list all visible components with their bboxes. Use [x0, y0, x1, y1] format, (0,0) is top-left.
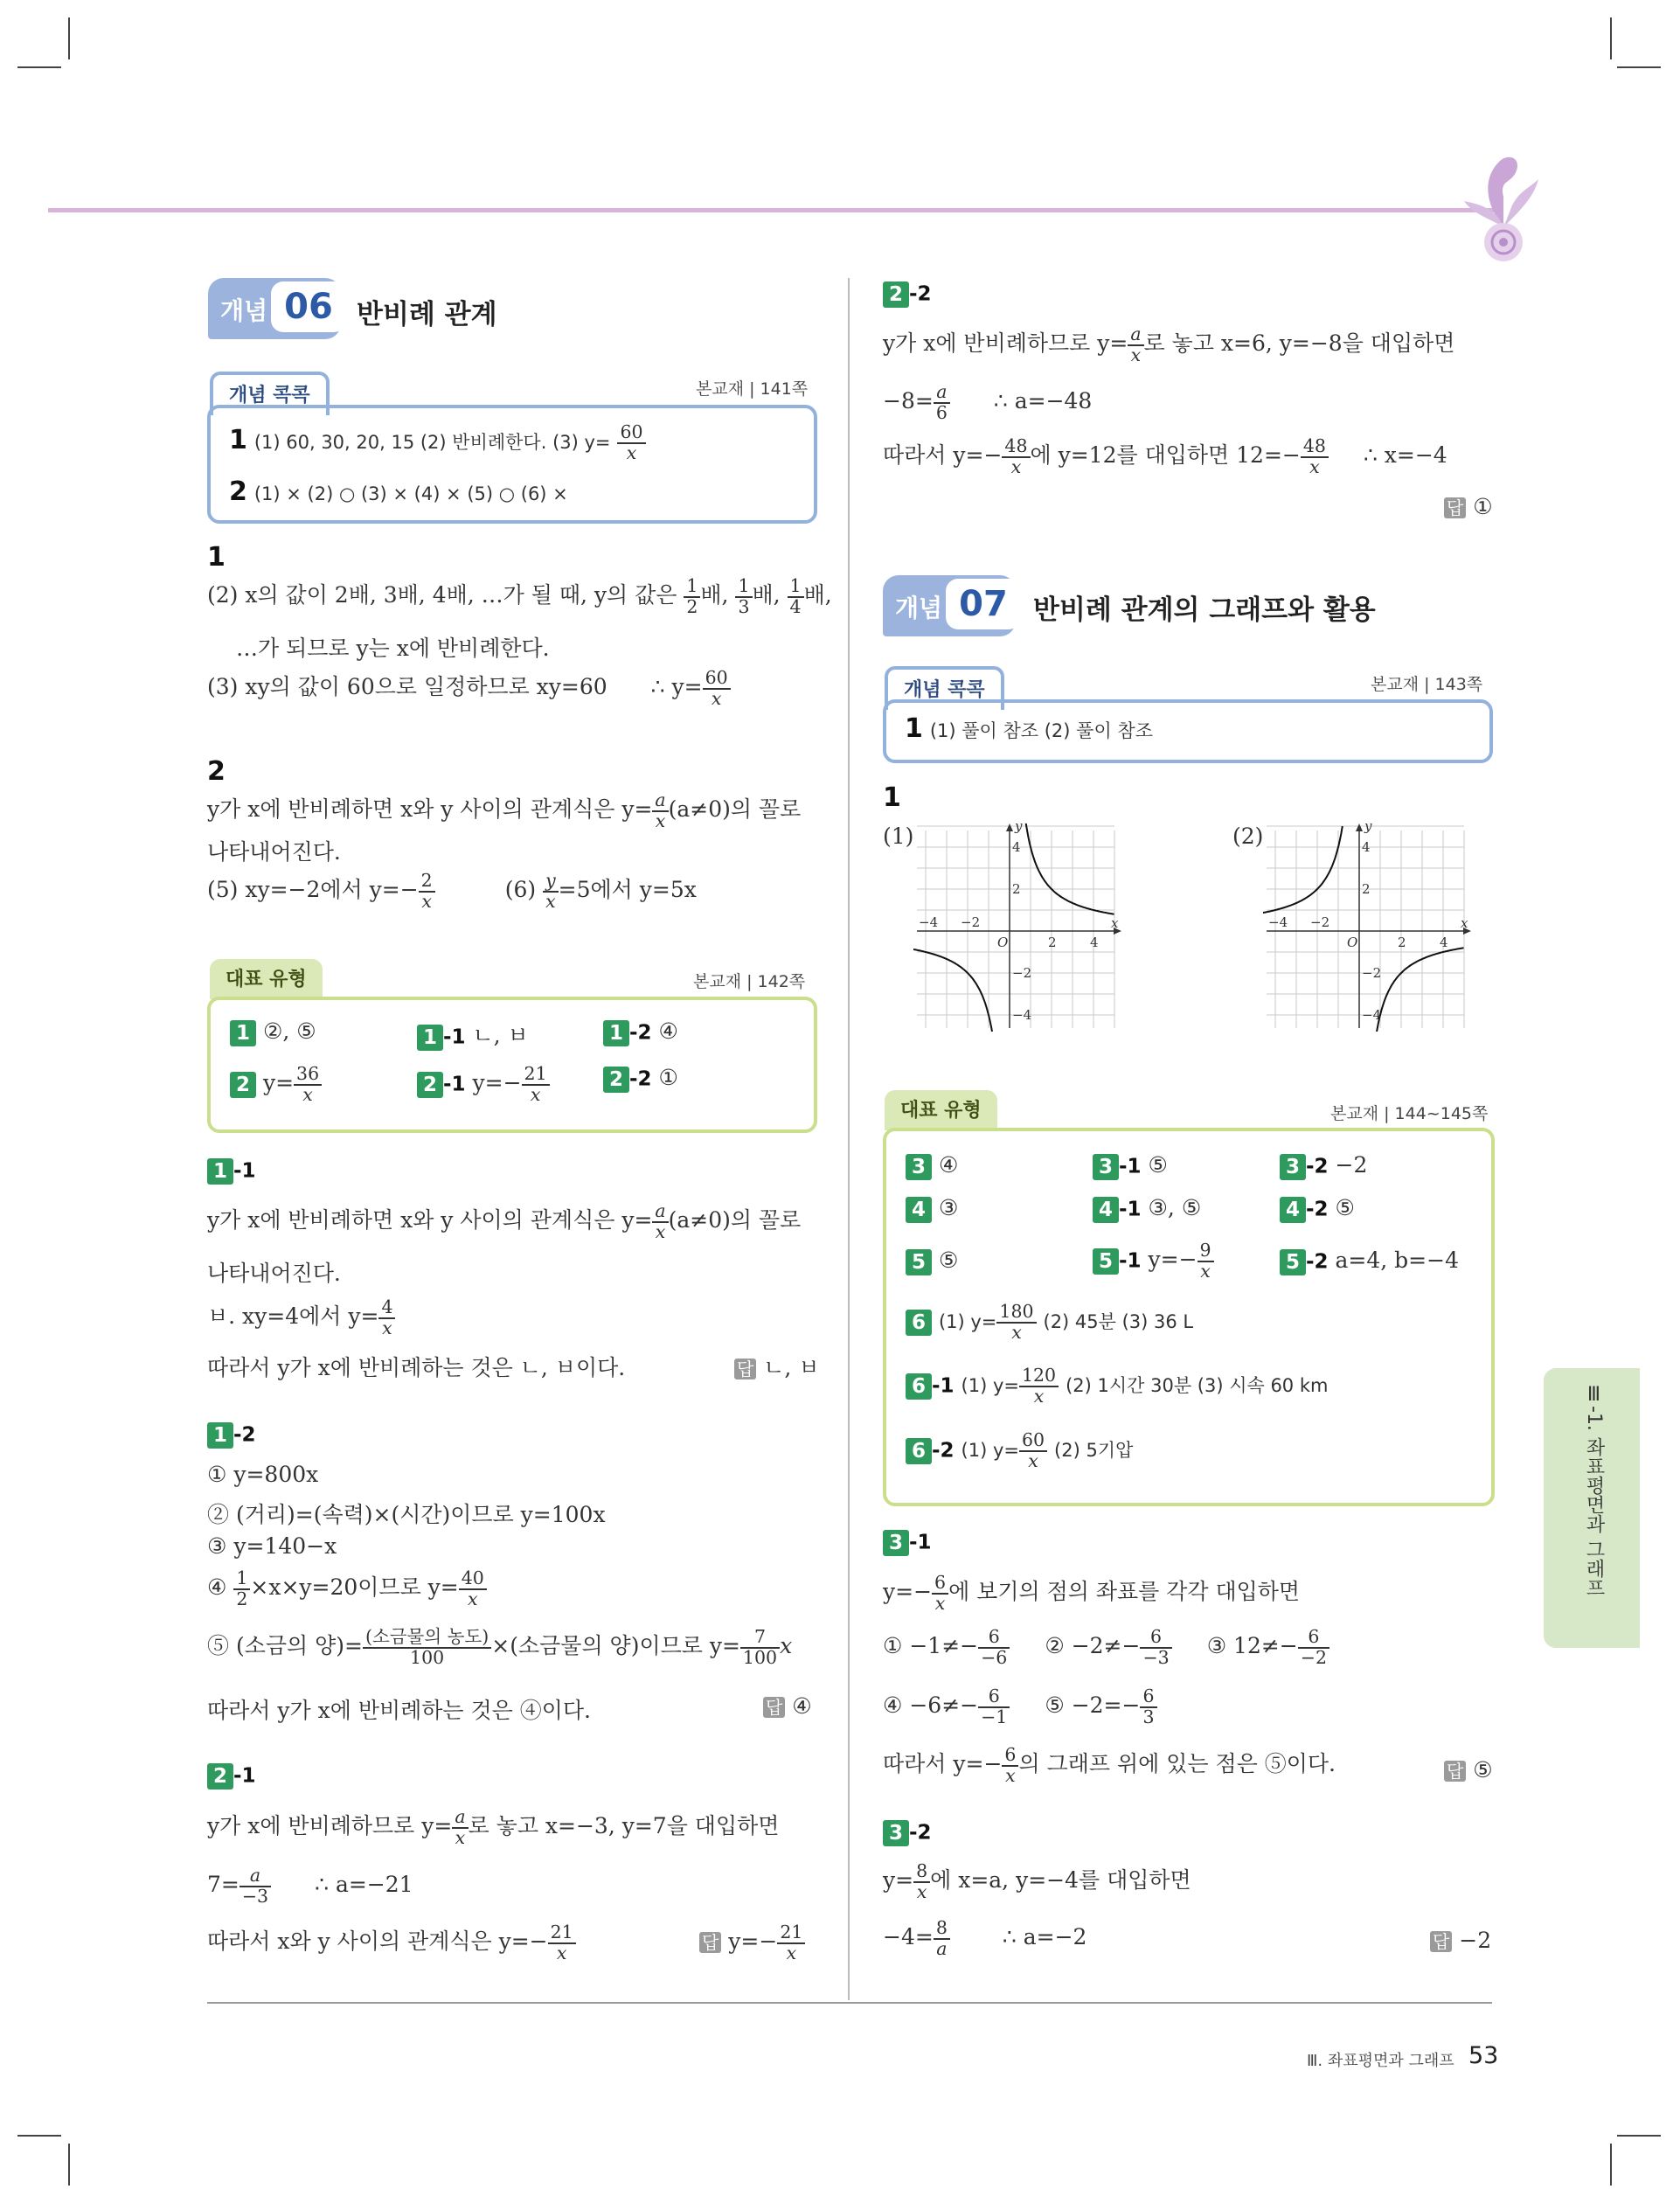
solution-line: y=− $\frac{6}{x}$ 에 보기의 점의 좌표를 각각 대입하면	[883, 1572, 1301, 1614]
problem-1-line-3: (3) xy의 값이 60으로 일정하므로 xy=60 ∴ y= $\frac{60}{x}$	[207, 669, 731, 708]
concept-06-title: 반비례 관계	[357, 299, 497, 330]
footer-chapter: Ⅲ. 좌표평면과 그래프	[1307, 2052, 1454, 2070]
tick-label: −4	[1362, 1007, 1382, 1023]
daepyo-item: 6 -1 (1) y= $\frac{120}{x}$ (2) 1시간 30분 (3) 시속 60 km	[906, 1366, 1328, 1406]
answer: 답 ⑤	[1444, 1757, 1493, 1783]
answer: 답 ①	[1444, 494, 1493, 519]
fraction: $\frac{60}{x}$	[617, 423, 645, 462]
textbook-ref: 본교재 | 141쪽	[696, 379, 809, 399]
kongkong-row-2: 2 (1) × (2) ○ (3) × (4) × (5) ○ (6) ×	[229, 476, 568, 507]
tick-label: −2	[961, 914, 981, 930]
solution-line: ① −1≠− $\frac{6}{-6}$ ② −2≠− $\frac{6}{-3}$ ③ 12≠− $\frac{6}{-2}$	[883, 1628, 1329, 1667]
daepyo-item: 3 -2 −2	[1280, 1152, 1367, 1180]
daepyo-item: 3 ④	[906, 1152, 958, 1180]
solution-line: y가 x에 반비례하면 x와 y 사이의 관계식은 y= $\frac{a}{x}$ (a≠0)의 꼴로	[207, 1200, 802, 1242]
concept-label: 개념	[895, 594, 943, 622]
kongkong-tab: 개념 콕콕	[885, 666, 1004, 710]
solution-line: −8= $\frac{a}{6}$ ∴ a=−48	[883, 381, 1093, 423]
tick-label: 2	[1048, 935, 1057, 950]
crop-mark	[1617, 2135, 1661, 2137]
tick-label: 2	[1398, 935, 1406, 950]
tick-label: 2	[1362, 881, 1371, 897]
tick-label: −4	[919, 914, 939, 930]
solution-1-1-header: 1 -1	[207, 1157, 256, 1185]
concept-label: 개념	[220, 296, 268, 325]
page-number: 53	[1468, 2042, 1499, 2069]
crop-mark	[17, 2135, 61, 2137]
daepyo-item: 6 (1) y= $\frac{180}{x}$ (2) 45분 (3) 36 L	[906, 1303, 1193, 1342]
crop-mark	[1610, 17, 1612, 59]
daepyo-item: 4 -1 ③, ⑤	[1093, 1195, 1201, 1223]
solution-3-2-header: 3 -2	[883, 1818, 932, 1846]
crop-mark	[68, 17, 70, 59]
chapter-side-tab	[1544, 1368, 1640, 1648]
tick-label: 4	[1440, 935, 1448, 950]
crop-mark	[17, 66, 61, 68]
graph-2	[1263, 822, 1482, 1032]
daepyo-item: 5 -1 y=− $\frac{9}{x}$	[1093, 1241, 1214, 1281]
daepyo-item: 3 -1 ⑤	[1093, 1152, 1168, 1180]
crop-mark	[1617, 66, 1661, 68]
tick-label: 4	[1362, 839, 1371, 855]
tick-label: −4	[1268, 914, 1288, 930]
tick-label: 4	[1012, 839, 1021, 855]
concept-number: 06	[271, 281, 346, 332]
answer: 답 y=− $\frac{21}{x}$	[699, 1923, 805, 1963]
daepyo-item: 6 -2 (1) y= $\frac{60}{x}$ (2) 5기압	[906, 1431, 1133, 1470]
concept-07-tag	[883, 575, 1016, 636]
daepyo-item: 1 ②, ⑤	[230, 1018, 316, 1046]
solution-3-1-header: 3 -1	[883, 1528, 932, 1556]
hyperbola-branch	[1376, 948, 1464, 1032]
origin-label: O	[997, 935, 1009, 950]
daepyo-item: 1 -1 ㄴ, ㅂ	[417, 1018, 529, 1051]
problem-2-line-1: y가 x에 반비례하면 x와 y 사이의 관계식은 y= $\frac{a}{x}$ (a≠0)의 꼴로	[207, 789, 802, 831]
problem-1-line-2: …가 되므로 y는 x에 반비례한다.	[236, 636, 550, 661]
daepyo-tab: 대표 유형	[210, 959, 323, 999]
solution-line: 따라서 y=− $\frac{48}{x}$ 에 y=12를 대입하면 12=− $\frac{48}{x}$ ∴ x=−4	[883, 435, 1447, 477]
problem-1-number: 1	[207, 542, 226, 573]
y-axis-label: y	[1364, 822, 1372, 834]
kongkong-row-1: 1 (1) 풀이 참조 (2) 풀이 참조	[905, 713, 1153, 744]
daepyo-item: 1 -2 ④	[603, 1018, 678, 1046]
daepyo-item: 2 -2 ①	[603, 1065, 678, 1093]
daepyo-item: 2 y= $\frac{36}{x}$	[230, 1065, 322, 1104]
solution-line: 따라서 y가 x에 반비례하는 것은 ㄴ, ㅂ이다.	[207, 1355, 626, 1380]
solution-2-2-header: 2 -2	[883, 280, 932, 308]
y-axis-arrow	[1006, 824, 1013, 831]
hyperbola-branch	[1026, 824, 1114, 914]
solution-line: ④ $\frac{1}{2}$ ×x×y=20이므로 y= $\frac{40}{x}$	[207, 1569, 487, 1609]
problem-2-line-2: 나타내어진다.	[207, 839, 341, 865]
x-axis-label: x	[1461, 915, 1468, 931]
crop-mark	[68, 2144, 70, 2186]
problem-2-line-3: (5) xy=−2에서 y=− $\frac{2}{x}$ (6) $\frac{y}{x}$ =5에서 y=5x	[207, 870, 697, 912]
solution-line: −4= $\frac{8}{a}$ ∴ a=−2	[883, 1917, 1087, 1959]
flower-ornament-icon	[1460, 144, 1547, 267]
solution-line: y가 x에 반비례하므로 y= $\frac{a}{x}$ 로 놓고 x=6, y=−8을 대입하면	[883, 323, 1455, 365]
daepyo-item: 2 -1 y=− $\frac{21}{x}$	[417, 1065, 550, 1104]
graph-1-label: (1)	[883, 824, 914, 849]
textbook-ref: 본교재 | 143쪽	[1371, 675, 1483, 694]
y-axis-arrow	[1356, 824, 1363, 831]
solution-line: 따라서 y가 x에 반비례하는 것은 ④이다.	[207, 1698, 592, 1723]
solution-line: 7= $\frac{a}{-3}$ ∴ a=−21	[207, 1865, 413, 1907]
concept-07-title: 반비례 관계의 그래프와 활용	[1033, 594, 1376, 626]
solution-line: ③ y=140−x	[207, 1533, 337, 1559]
tick-label: 2	[1012, 881, 1021, 897]
solution-line: y= $\frac{8}{x}$ 에 x=a, y=−4를 대입하면	[883, 1860, 1191, 1902]
kongkong-tab: 개념 콕콕	[210, 372, 330, 415]
solution-line: ① y=800x	[207, 1462, 319, 1487]
header-rule	[48, 208, 1499, 212]
problem-1-number: 1	[883, 782, 901, 813]
concept-06-tag	[208, 278, 341, 339]
solution-line: y가 x에 반비례하므로 y= $\frac{a}{x}$ 로 놓고 x=−3, y=7을 대입하면	[207, 1806, 780, 1848]
daepyo-item: 4 ③	[906, 1195, 958, 1223]
problem-1-line-1: (2) x의 값이 2배, 3배, 4배, …가 될 때, y의 값은 $\frac{1}{2}$ 배, $\frac{1}{3}$ 배, $\frac{1}{4}$ 배,	[207, 575, 832, 617]
solution-line: ㅂ. xy=4에서 y= $\frac{4}{x}$	[207, 1298, 395, 1338]
graph-1	[913, 822, 1132, 1032]
textbook-ref: 본교재 | 144~145쪽	[1330, 1104, 1489, 1123]
tick-label: 4	[1090, 935, 1099, 950]
solution-line: 나타내어진다.	[207, 1261, 341, 1286]
x-axis-label: x	[1111, 915, 1119, 931]
chapter-side-tab-label: Ⅲ-1. 좌표평면과 그래프	[1583, 1384, 1605, 1597]
solution-line: 따라서 y=− $\frac{6}{x}$ 의 그래프 위에 있는 점은 ⑤이다.	[883, 1744, 1336, 1786]
daepyo-tab: 대표 유형	[885, 1090, 997, 1130]
textbook-ref: 본교재 | 142쪽	[693, 972, 806, 991]
answer: 답 ④	[763, 1693, 812, 1719]
solution-line: ④ −6≠− $\frac{6}{-1}$ ⑤ −2=− $\frac{6}{3}$	[883, 1687, 1157, 1727]
tick-label: −2	[1310, 914, 1330, 930]
solution-1-2-header: 1 -2	[207, 1421, 256, 1449]
column-divider	[848, 278, 850, 2000]
answer: 답 −2	[1430, 1928, 1491, 1953]
concept-number: 07	[946, 579, 1021, 629]
kongkong-row-1: 1 (1) 60, 30, 20, 15 (2) 반비례한다. (3) y= $\frac{60}{x}$	[229, 423, 646, 462]
tick-label: −2	[1362, 965, 1382, 981]
solution-line: ⑤ (소금의 양)= $\frac{\text{(소금물의 농도)}}{100}$ ×(소금물의 양)이므로 y= $\frac{7}{100}$ x	[207, 1626, 793, 1668]
origin-label: O	[1347, 935, 1358, 950]
tick-label: −2	[1012, 965, 1032, 981]
y-axis-label: y	[1015, 822, 1023, 834]
graph-2-label: (2)	[1232, 824, 1264, 849]
daepyo-item: 5 -2 a=4, b=−4	[1280, 1247, 1459, 1275]
tick-label: −4	[1012, 1007, 1032, 1023]
solution-2-1-header: 2 -1	[207, 1762, 256, 1790]
daepyo-item: 4 -2 ⑤	[1280, 1195, 1355, 1223]
footer-rule	[207, 2002, 1492, 2004]
solution-line: ② (거리)=(속력)×(시간)이므로 y=100x	[207, 1502, 606, 1527]
problem-2-number: 2	[207, 756, 226, 787]
answer: 답 ㄴ, ㅂ	[734, 1351, 819, 1382]
crop-mark	[1610, 2144, 1612, 2186]
daepyo-item: 5 ⑤	[906, 1247, 958, 1275]
solution-line: 따라서 x와 y 사이의 관계식은 y=− $\frac{21}{x}$	[207, 1923, 576, 1963]
